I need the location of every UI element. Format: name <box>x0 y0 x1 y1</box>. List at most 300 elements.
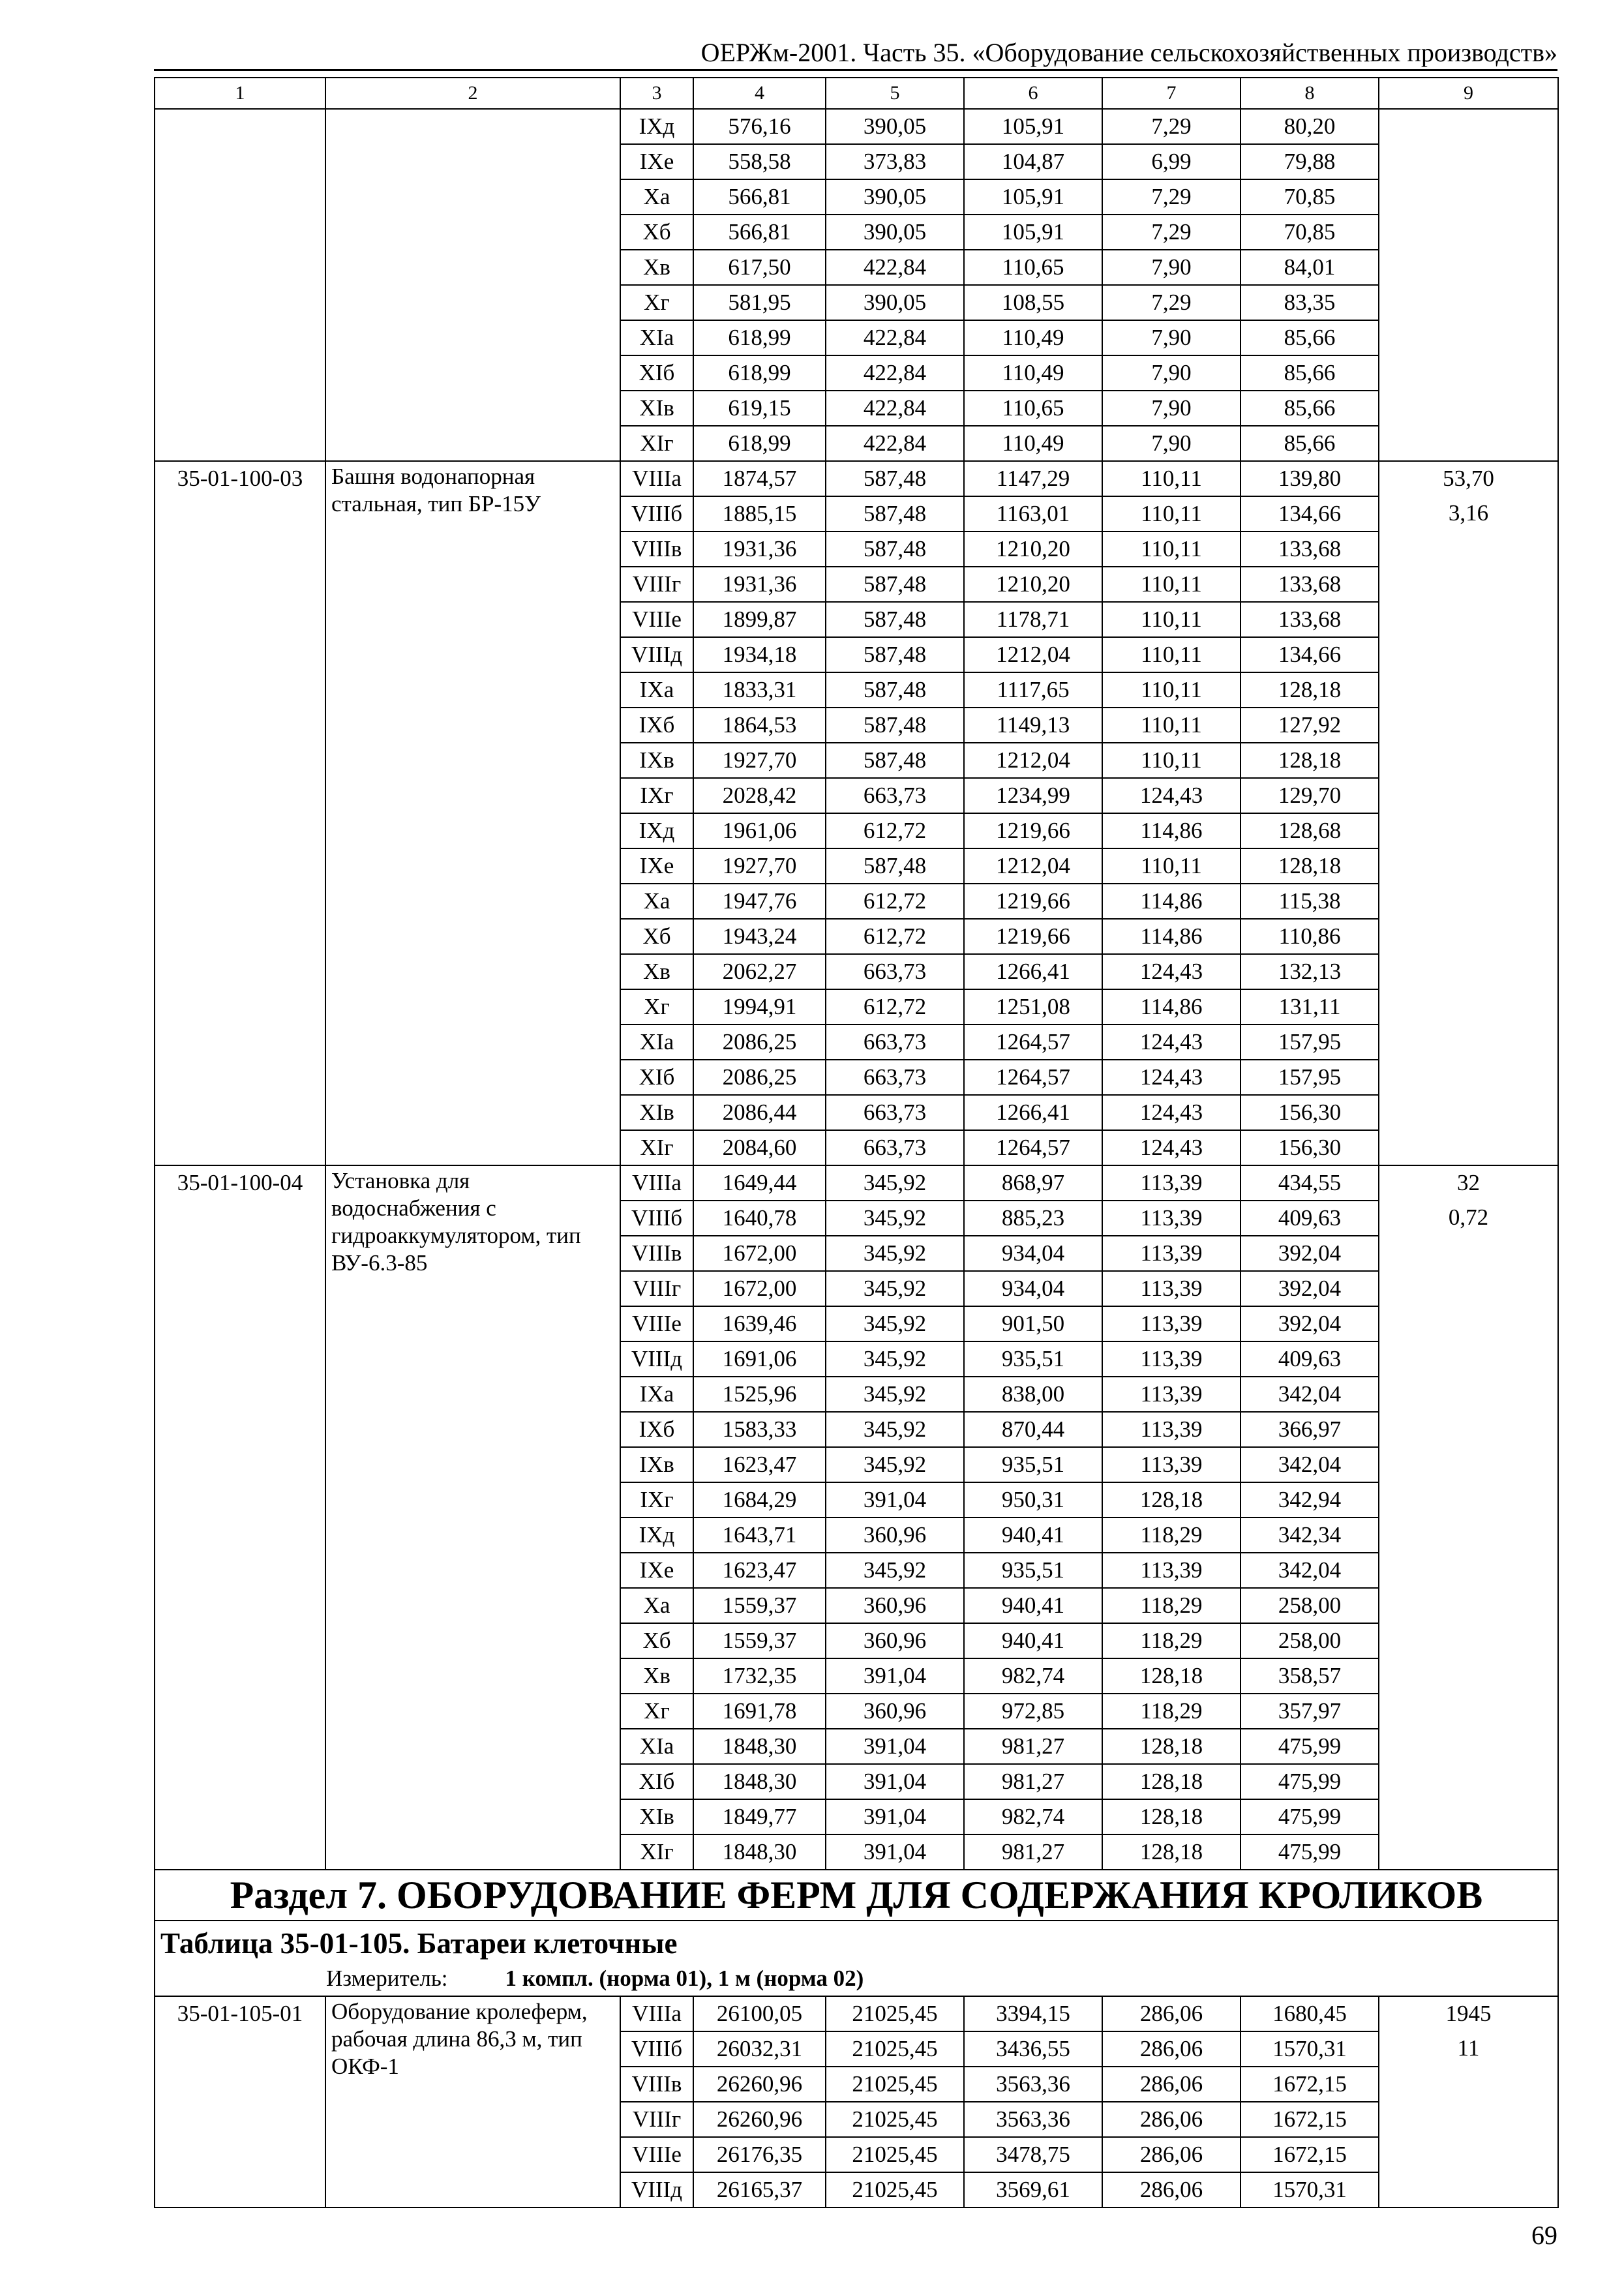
value-cell: 587,48 <box>826 848 964 884</box>
value-cell: 422,84 <box>826 320 964 355</box>
zone-cell: Xа <box>620 179 693 215</box>
value-cell: 113,39 <box>1102 1271 1241 1306</box>
value-cell: 21025,45 <box>826 2172 964 2207</box>
value-cell: 3563,36 <box>964 2067 1102 2102</box>
value-cell: 118,29 <box>1102 1623 1241 1658</box>
value-cell: 132,13 <box>1241 954 1379 989</box>
zone-cell: VIIIд <box>620 1341 693 1377</box>
value-cell: 128,18 <box>1241 743 1379 778</box>
page-header <box>154 37 1557 71</box>
value-cell: 1623,47 <box>693 1447 826 1482</box>
mass-cell <box>1379 1165 1558 1870</box>
value-cell: 1178,71 <box>964 602 1102 637</box>
mass-value: 3,16 <box>1448 500 1489 526</box>
mass-value: 32 <box>1457 1170 1480 1195</box>
column-number: 1 <box>155 78 325 109</box>
zone-cell: VIIIе <box>620 1306 693 1341</box>
value-cell: 110,11 <box>1102 672 1241 708</box>
value-cell: 110,11 <box>1102 848 1241 884</box>
value-cell: 1525,96 <box>693 1377 826 1412</box>
zone-cell: VIIIб <box>620 496 693 531</box>
value-cell: 124,43 <box>1102 954 1241 989</box>
value-cell: 981,27 <box>964 1729 1102 1764</box>
mass-value: 0,72 <box>1448 1204 1489 1230</box>
value-cell: 981,27 <box>964 1764 1102 1799</box>
value-cell: 1583,33 <box>693 1412 826 1447</box>
value-cell: 345,92 <box>826 1412 964 1447</box>
value-cell: 7,90 <box>1102 426 1241 461</box>
page-number: 69 <box>1531 2221 1557 2250</box>
value-cell: 391,04 <box>826 1764 964 1799</box>
value-cell: 1732,35 <box>693 1658 826 1694</box>
value-cell: 1219,66 <box>964 884 1102 919</box>
value-cell: 128,68 <box>1241 813 1379 848</box>
value-cell: 286,06 <box>1102 2102 1241 2137</box>
value-cell: 108,55 <box>964 285 1102 320</box>
value-cell: 566,81 <box>693 179 826 215</box>
column-numbers-row <box>155 78 1558 109</box>
value-cell: 26260,96 <box>693 2067 826 2102</box>
value-cell: 1212,04 <box>964 743 1102 778</box>
zone-cell: VIIIв <box>620 1236 693 1271</box>
value-cell: 2086,25 <box>693 1025 826 1060</box>
value-cell: 612,72 <box>826 989 964 1025</box>
value-cell: 7,90 <box>1102 391 1241 426</box>
zone-cell: XIг <box>620 1834 693 1870</box>
value-cell: 1691,06 <box>693 1341 826 1377</box>
value-cell: 124,43 <box>1102 1130 1241 1165</box>
zone-cell: VIIIд <box>620 637 693 672</box>
value-cell: 558,58 <box>693 144 826 179</box>
value-cell: 6,99 <box>1102 144 1241 179</box>
zone-cell: XIв <box>620 1799 693 1834</box>
value-cell: 838,00 <box>964 1377 1102 1412</box>
value-cell: 935,51 <box>964 1553 1102 1588</box>
value-cell: 7,29 <box>1102 215 1241 250</box>
value-cell: 128,18 <box>1102 1482 1241 1518</box>
header-title: ОЕРЖм-2001. Часть 35. «Оборудование сельскохозяйственных производств» <box>700 38 1557 67</box>
value-cell: 587,48 <box>826 637 964 672</box>
value-cell: 157,95 <box>1241 1025 1379 1060</box>
value-cell: 1672,15 <box>1241 2102 1379 2137</box>
value-cell: 7,29 <box>1102 179 1241 215</box>
value-cell: 110,49 <box>964 426 1102 461</box>
table-row <box>155 109 1558 144</box>
value-cell: 70,85 <box>1241 179 1379 215</box>
value-cell: 1163,01 <box>964 496 1102 531</box>
item-code: 35-01-100-04 <box>155 1165 325 1870</box>
value-cell: 618,99 <box>693 320 826 355</box>
mass-value: 53,70 <box>1443 466 1494 491</box>
value-cell: 587,48 <box>826 567 964 602</box>
value-cell: 114,86 <box>1102 919 1241 954</box>
unit-line <box>155 1963 1557 1994</box>
zone-cell: IXб <box>620 708 693 743</box>
item-code: 35-01-100-03 <box>155 461 325 1165</box>
value-cell: 113,39 <box>1102 1377 1241 1412</box>
value-cell: 342,04 <box>1241 1377 1379 1412</box>
value-cell: 345,92 <box>826 1201 964 1236</box>
value-cell: 26100,05 <box>693 1996 826 2031</box>
value-cell: 133,68 <box>1241 567 1379 602</box>
value-cell: 113,39 <box>1102 1553 1241 1588</box>
value-cell: 342,94 <box>1241 1482 1379 1518</box>
value-cell: 110,11 <box>1102 531 1241 567</box>
value-cell: 342,34 <box>1241 1518 1379 1553</box>
value-cell: 1643,71 <box>693 1518 826 1553</box>
value-cell: 587,48 <box>826 602 964 637</box>
value-cell: 972,85 <box>964 1694 1102 1729</box>
item-code: 35-01-105-01 <box>155 1996 325 2207</box>
value-cell: 286,06 <box>1102 2137 1241 2172</box>
value-cell: 1691,78 <box>693 1694 826 1729</box>
value-cell: 663,73 <box>826 954 964 989</box>
mass-value: 11 <box>1457 2035 1480 2061</box>
value-cell: 1672,00 <box>693 1271 826 1306</box>
value-cell: 345,92 <box>826 1377 964 1412</box>
value-cell: 935,51 <box>964 1341 1102 1377</box>
value-cell: 118,29 <box>1102 1588 1241 1623</box>
table-title: Таблица 35-01-105. Батареи клеточные <box>160 1927 678 1960</box>
value-cell: 1266,41 <box>964 1095 1102 1130</box>
zone-cell: Xв <box>620 1658 693 1694</box>
value-cell: 1680,45 <box>1241 1996 1379 2031</box>
value-cell: 258,00 <box>1241 1588 1379 1623</box>
zone-cell: XIб <box>620 1060 693 1095</box>
value-cell: 26260,96 <box>693 2102 826 2137</box>
unit-value: 1 компл. (норма 01), 1 м (норма 02) <box>505 1966 864 1991</box>
value-cell: 345,92 <box>826 1553 964 1588</box>
value-cell: 409,63 <box>1241 1201 1379 1236</box>
value-cell: 113,39 <box>1102 1447 1241 1482</box>
zone-cell: VIIIг <box>620 2102 693 2137</box>
zone-cell: IXв <box>620 1447 693 1482</box>
value-cell: 981,27 <box>964 1834 1102 1870</box>
value-cell: 85,66 <box>1241 391 1379 426</box>
zone-cell: XIа <box>620 320 693 355</box>
value-cell: 935,51 <box>964 1447 1102 1482</box>
value-cell: 617,50 <box>693 250 826 285</box>
zone-cell: VIIIе <box>620 2137 693 2172</box>
zone-cell: VIIIб <box>620 1201 693 1236</box>
value-cell: 124,43 <box>1102 1095 1241 1130</box>
value-cell: 345,92 <box>826 1341 964 1377</box>
zone-cell: VIIIе <box>620 602 693 637</box>
value-cell: 157,95 <box>1241 1060 1379 1095</box>
zone-cell: XIб <box>620 355 693 391</box>
mass-value: 1945 <box>1445 2001 1492 2026</box>
value-cell: 105,91 <box>964 179 1102 215</box>
mass-cell <box>1379 109 1558 461</box>
value-cell: 422,84 <box>826 250 964 285</box>
value-cell: 1899,87 <box>693 602 826 637</box>
zone-cell: IXд <box>620 109 693 144</box>
value-cell: 70,85 <box>1241 215 1379 250</box>
value-cell: 612,72 <box>826 919 964 954</box>
value-cell: 1117,65 <box>964 672 1102 708</box>
value-cell: 3563,36 <box>964 2102 1102 2137</box>
value-cell: 422,84 <box>826 391 964 426</box>
value-cell: 128,18 <box>1102 1834 1241 1870</box>
column-number: 2 <box>325 78 620 109</box>
item-name: Оборудование кролеферм, рабочая длина 86,3 м, тип ОКФ-1 <box>325 1996 620 2207</box>
value-cell: 360,96 <box>826 1588 964 1623</box>
item-code <box>155 109 325 461</box>
value-cell: 1672,15 <box>1241 2067 1379 2102</box>
value-cell: 982,74 <box>964 1658 1102 1694</box>
value-cell: 345,92 <box>826 1236 964 1271</box>
value-cell: 1672,00 <box>693 1236 826 1271</box>
value-cell: 110,65 <box>964 250 1102 285</box>
zone-cell: IXд <box>620 1518 693 1553</box>
value-cell: 940,41 <box>964 1623 1102 1658</box>
zone-cell: XIа <box>620 1025 693 1060</box>
value-cell: 258,00 <box>1241 1623 1379 1658</box>
value-cell: 3478,75 <box>964 2137 1102 2172</box>
value-cell: 1234,99 <box>964 778 1102 813</box>
value-cell: 80,20 <box>1241 109 1379 144</box>
value-cell: 1570,31 <box>1241 2172 1379 2207</box>
value-cell: 1570,31 <box>1241 2031 1379 2067</box>
value-cell: 1149,13 <box>964 708 1102 743</box>
value-cell: 113,39 <box>1102 1201 1241 1236</box>
value-cell: 1961,06 <box>693 813 826 848</box>
value-cell: 1934,18 <box>693 637 826 672</box>
value-cell: 619,15 <box>693 391 826 426</box>
value-cell: 3436,55 <box>964 2031 1102 2067</box>
value-cell: 1264,57 <box>964 1025 1102 1060</box>
value-cell: 587,48 <box>826 743 964 778</box>
value-cell: 114,86 <box>1102 884 1241 919</box>
value-cell: 1264,57 <box>964 1060 1102 1095</box>
value-cell: 128,18 <box>1102 1799 1241 1834</box>
zone-cell: IXа <box>620 1377 693 1412</box>
zone-cell: VIIIг <box>620 1271 693 1306</box>
value-cell: 2062,27 <box>693 954 826 989</box>
value-cell: 110,11 <box>1102 496 1241 531</box>
value-cell: 2028,42 <box>693 778 826 813</box>
value-cell: 128,18 <box>1102 1658 1241 1694</box>
value-cell: 576,16 <box>693 109 826 144</box>
value-cell: 21025,45 <box>826 1996 964 2031</box>
value-cell: 115,38 <box>1241 884 1379 919</box>
value-cell: 581,95 <box>693 285 826 320</box>
zone-cell: VIIIг <box>620 567 693 602</box>
value-cell: 110,49 <box>964 355 1102 391</box>
value-cell: 342,04 <box>1241 1553 1379 1588</box>
value-cell: 110,11 <box>1102 708 1241 743</box>
value-cell: 1210,20 <box>964 567 1102 602</box>
value-cell: 950,31 <box>964 1482 1102 1518</box>
zone-cell: XIг <box>620 1130 693 1165</box>
value-cell: 391,04 <box>826 1834 964 1870</box>
value-cell: 139,80 <box>1241 461 1379 496</box>
value-cell: 114,86 <box>1102 989 1241 1025</box>
zone-cell: IXб <box>620 1412 693 1447</box>
value-cell: 587,48 <box>826 708 964 743</box>
value-cell: 1640,78 <box>693 1201 826 1236</box>
value-cell: 1559,37 <box>693 1623 826 1658</box>
value-cell: 26165,37 <box>693 2172 826 2207</box>
zone-cell: Xг <box>620 285 693 320</box>
value-cell: 475,99 <box>1241 1834 1379 1870</box>
value-cell: 1672,15 <box>1241 2137 1379 2172</box>
value-cell: 409,63 <box>1241 1341 1379 1377</box>
value-cell: 83,35 <box>1241 285 1379 320</box>
value-cell: 156,30 <box>1241 1095 1379 1130</box>
value-cell: 3569,61 <box>964 2172 1102 2207</box>
mass-cell <box>1379 461 1558 1165</box>
value-cell: 21025,45 <box>826 2137 964 2172</box>
value-cell: 618,99 <box>693 426 826 461</box>
value-cell: 391,04 <box>826 1482 964 1518</box>
zone-cell: VIIIа <box>620 1996 693 2031</box>
value-cell: 618,99 <box>693 355 826 391</box>
value-cell: 475,99 <box>1241 1764 1379 1799</box>
value-cell: 1864,53 <box>693 708 826 743</box>
section-title: Раздел 7. ОБОРУДОВАНИЕ ФЕРМ ДЛЯ СОДЕРЖАНИЯ КРОЛИКОВ <box>155 1870 1558 1921</box>
value-cell: 390,05 <box>826 109 964 144</box>
value-cell: 1639,46 <box>693 1306 826 1341</box>
zone-cell: VIIIд <box>620 2172 693 2207</box>
value-cell: 7,29 <box>1102 285 1241 320</box>
value-cell: 663,73 <box>826 1060 964 1095</box>
zone-cell: Xв <box>620 954 693 989</box>
value-cell: 2084,60 <box>693 1130 826 1165</box>
value-cell: 84,01 <box>1241 250 1379 285</box>
value-cell: 286,06 <box>1102 2067 1241 2102</box>
value-cell: 612,72 <box>826 813 964 848</box>
value-cell: 118,29 <box>1102 1694 1241 1729</box>
rates-table <box>154 77 1559 2208</box>
zone-cell: IXе <box>620 1553 693 1588</box>
table-title-row <box>155 1921 1558 1996</box>
value-cell: 128,18 <box>1241 672 1379 708</box>
value-cell: 124,43 <box>1102 1060 1241 1095</box>
value-cell: 1684,29 <box>693 1482 826 1518</box>
value-cell: 342,04 <box>1241 1447 1379 1482</box>
value-cell: 21025,45 <box>826 2067 964 2102</box>
value-cell: 118,29 <box>1102 1518 1241 1553</box>
value-cell: 1874,57 <box>693 461 826 496</box>
value-cell: 1994,91 <box>693 989 826 1025</box>
item-name: Башня водонапорная стальная, тип БР-15У <box>325 461 620 1165</box>
value-cell: 345,92 <box>826 1271 964 1306</box>
zone-cell: VIIIа <box>620 1165 693 1201</box>
value-cell: 475,99 <box>1241 1799 1379 1834</box>
column-number: 6 <box>964 78 1102 109</box>
value-cell: 392,04 <box>1241 1236 1379 1271</box>
value-cell: 885,23 <box>964 1201 1102 1236</box>
value-cell: 868,97 <box>964 1165 1102 1201</box>
value-cell: 390,05 <box>826 285 964 320</box>
value-cell: 1559,37 <box>693 1588 826 1623</box>
value-cell: 286,06 <box>1102 2031 1241 2067</box>
value-cell: 1927,70 <box>693 848 826 884</box>
value-cell: 345,92 <box>826 1447 964 1482</box>
value-cell: 128,18 <box>1241 848 1379 884</box>
value-cell: 1927,70 <box>693 743 826 778</box>
value-cell: 391,04 <box>826 1799 964 1834</box>
value-cell: 134,66 <box>1241 496 1379 531</box>
column-number: 9 <box>1379 78 1558 109</box>
value-cell: 1833,31 <box>693 672 826 708</box>
zone-cell: XIв <box>620 391 693 426</box>
value-cell: 286,06 <box>1102 2172 1241 2207</box>
value-cell: 85,66 <box>1241 355 1379 391</box>
value-cell: 134,66 <box>1241 637 1379 672</box>
zone-cell: XIа <box>620 1729 693 1764</box>
value-cell: 7,90 <box>1102 355 1241 391</box>
value-cell: 1943,24 <box>693 919 826 954</box>
value-cell: 21025,45 <box>826 2102 964 2137</box>
value-cell: 391,04 <box>826 1658 964 1694</box>
value-cell: 1212,04 <box>964 848 1102 884</box>
value-cell: 360,96 <box>826 1694 964 1729</box>
value-cell: 21025,45 <box>826 2031 964 2067</box>
value-cell: 110,11 <box>1102 743 1241 778</box>
zone-cell: XIг <box>620 426 693 461</box>
value-cell: 392,04 <box>1241 1306 1379 1341</box>
zone-cell: IXе <box>620 144 693 179</box>
value-cell: 1931,36 <box>693 531 826 567</box>
value-cell: 131,11 <box>1241 989 1379 1025</box>
value-cell: 3394,15 <box>964 1996 1102 2031</box>
value-cell: 2086,25 <box>693 1060 826 1095</box>
value-cell: 113,39 <box>1102 1306 1241 1341</box>
value-cell: 663,73 <box>826 1025 964 1060</box>
value-cell: 113,39 <box>1102 1236 1241 1271</box>
value-cell: 124,43 <box>1102 1025 1241 1060</box>
zone-cell: IXв <box>620 743 693 778</box>
value-cell: 129,70 <box>1241 778 1379 813</box>
value-cell: 366,97 <box>1241 1412 1379 1447</box>
column-number: 4 <box>693 78 826 109</box>
zone-cell: VIIIб <box>620 2031 693 2067</box>
value-cell: 128,18 <box>1102 1729 1241 1764</box>
value-cell: 1623,47 <box>693 1553 826 1588</box>
value-cell: 566,81 <box>693 215 826 250</box>
value-cell: 110,11 <box>1102 637 1241 672</box>
value-cell: 1266,41 <box>964 954 1102 989</box>
value-cell: 127,92 <box>1241 708 1379 743</box>
value-cell: 1848,30 <box>693 1764 826 1799</box>
zone-cell: Xа <box>620 884 693 919</box>
value-cell: 1264,57 <box>964 1130 1102 1165</box>
table-row <box>155 1165 1558 1201</box>
value-cell: 7,90 <box>1102 250 1241 285</box>
value-cell: 663,73 <box>826 778 964 813</box>
section-row <box>155 1870 1558 1921</box>
value-cell: 79,88 <box>1241 144 1379 179</box>
value-cell: 422,84 <box>826 355 964 391</box>
value-cell: 133,68 <box>1241 602 1379 637</box>
unit-label: Измеритель: <box>326 1966 448 1991</box>
value-cell: 1219,66 <box>964 919 1102 954</box>
zone-cell: XIв <box>620 1095 693 1130</box>
value-cell: 663,73 <box>826 1130 964 1165</box>
zone-cell: IXе <box>620 848 693 884</box>
value-cell: 113,39 <box>1102 1165 1241 1201</box>
value-cell: 2086,44 <box>693 1095 826 1130</box>
item-name: Установка для водоснабжения с гидроаккумулятором, тип ВУ-6.3-85 <box>325 1165 620 1870</box>
zone-cell: Xв <box>620 250 693 285</box>
value-cell: 133,68 <box>1241 531 1379 567</box>
value-cell: 26176,35 <box>693 2137 826 2172</box>
zone-cell: Xг <box>620 1694 693 1729</box>
value-cell: 390,05 <box>826 215 964 250</box>
value-cell: 940,41 <box>964 1518 1102 1553</box>
